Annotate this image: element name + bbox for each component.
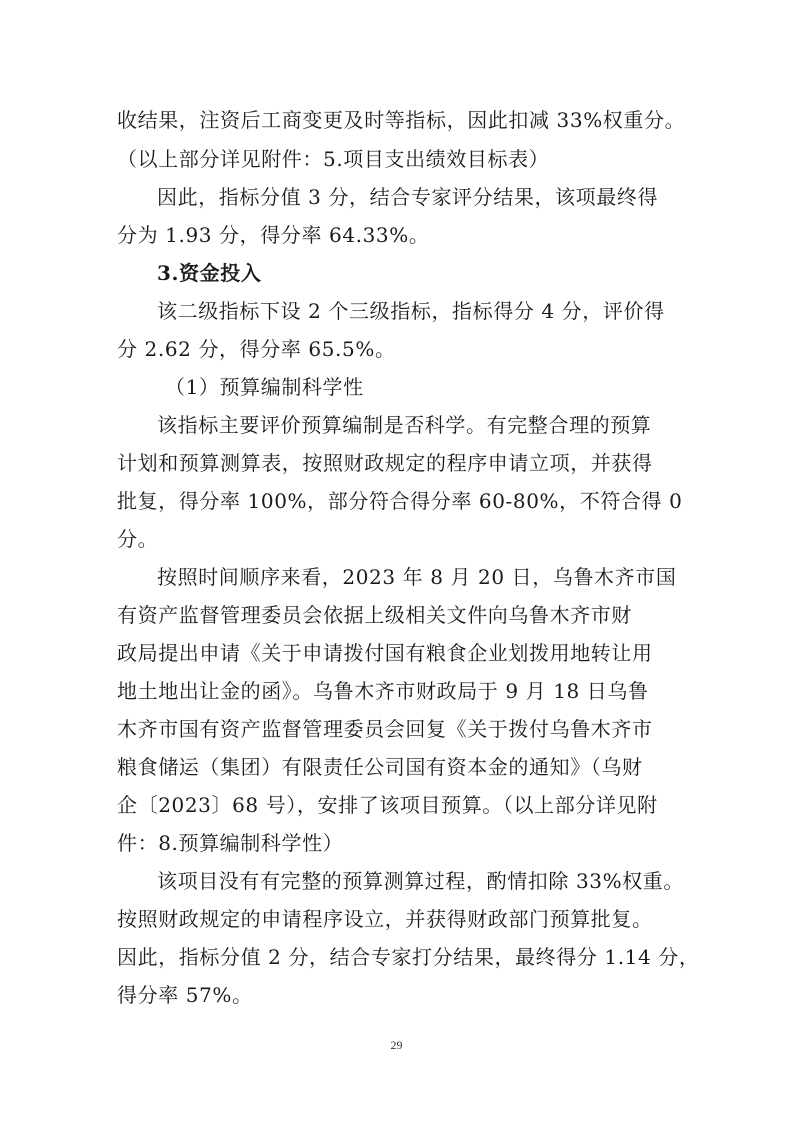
paragraph-line: 分。 xyxy=(117,527,159,551)
paragraph-line: 粮食储运（集团）有限责任公司国有资本金的通知》（乌财 xyxy=(117,755,643,779)
document-page xyxy=(117,0,700,1122)
paragraph-line: 按照财政规定的申请程序设立，并获得财政部门预算批复。 xyxy=(117,907,653,931)
paragraph-line: 批复，得分率 100%，部分符合得分率 60-80%，不符合得 0 xyxy=(117,489,683,513)
paragraph-line: （以上部分详见附件：5.项目支出绩效目标表） xyxy=(117,147,550,171)
paragraph-line: 该项目没有有完整的预算测算过程，酌情扣除 33%权重。 xyxy=(157,869,685,893)
paragraph-line: 得分率 57%。 xyxy=(117,983,253,1007)
page-number: 29 xyxy=(390,1038,403,1052)
paragraph-line: 政局提出申请《关于申请拨付国有粮食企业划拨用地转让用 xyxy=(117,641,653,665)
paragraph-line: 木齐市国有资产监督管理委员会回复《关于拨付乌鲁木齐市 xyxy=(117,717,653,741)
paragraph-line: 该指标主要评价预算编制是否科学。有完整合理的预算 xyxy=(157,413,652,437)
paragraph-line: 该二级指标下设 2 个三级指标，指标得分 4 分，评价得 xyxy=(157,299,665,323)
subsection-heading: （1）预算编制科学性 xyxy=(165,375,364,399)
paragraph-line: 有资产监督管理委员会依据上级相关文件向乌鲁木齐市财 xyxy=(117,603,632,627)
paragraph-line: 分 2.62 分，得分率 65.5%。 xyxy=(117,337,396,361)
paragraph-line: 地土地出让金的函》。乌鲁木齐市财政局于 9 月 18 日乌鲁 xyxy=(117,679,649,703)
paragraph-line: 按照时间顺序来看，2023 年 8 月 20 日，乌鲁木齐市国 xyxy=(157,565,677,589)
paragraph-line: 因此，指标分值 2 分，结合专家打分结果，最终得分 1.14 分， xyxy=(117,945,700,969)
paragraph-line: 分为 1.93 分，得分率 64.33%。 xyxy=(117,223,430,247)
paragraph-line: 收结果，注资后工商变更及时等指标，因此扣减 33%权重分。 xyxy=(117,108,686,132)
paragraph-line: 计划和预算测算表，按照财政规定的程序申请立项，并获得 xyxy=(117,451,653,475)
paragraph-line: 因此，指标分值 3 分，结合专家评分结果，该项最终得 xyxy=(157,185,659,209)
section-heading: 3.资金投入 xyxy=(157,261,262,285)
paragraph-line: 企〔2023〕68 号），安排了该项目预算。（以上部分详见附 xyxy=(117,793,658,817)
paragraph-line: 件：8.预算编制科学性） xyxy=(117,831,344,855)
